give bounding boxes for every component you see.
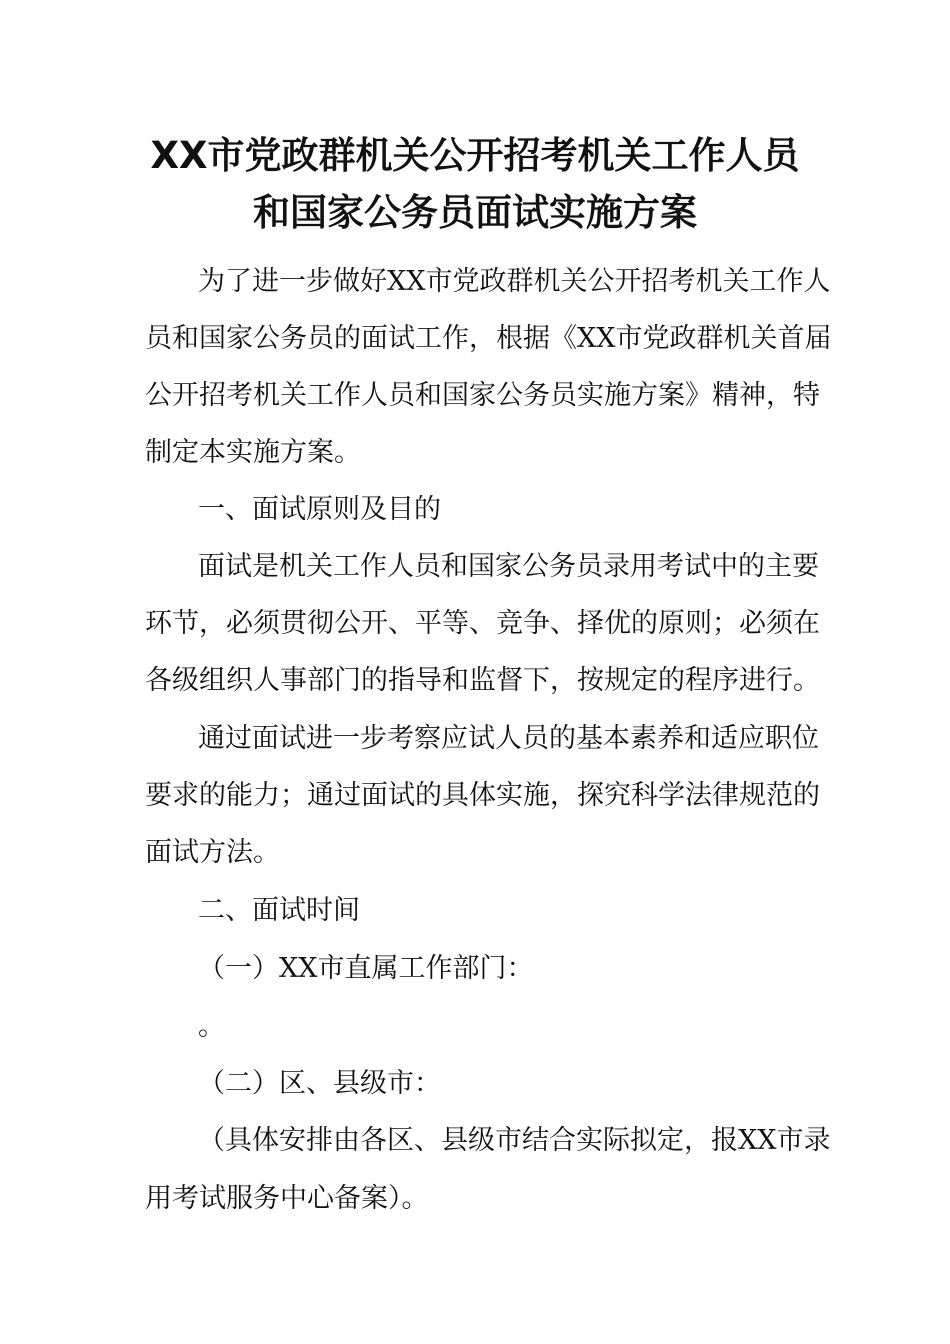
document-title-line-2: 和国家公务员面试实施方案 (253, 191, 697, 234)
paragraph-intro-line-1: 为了进一步做好XX市党政群机关公开招考机关工作人 (198, 266, 831, 297)
paragraph-intro-line-2: 员和国家公务员的面试工作，根据《XX市党政群机关首届 (145, 323, 832, 354)
paragraph-purpose-line-1: 通过面试进一步考察应试人员的基本素养和适应职位 (198, 723, 819, 754)
section-heading-1: 一、面试原则及目的 (198, 494, 441, 525)
blank-time-entry: 。 (198, 1011, 225, 1042)
paragraph-intro-line-4: 制定本实施方案。 (145, 437, 361, 468)
paragraph-principle-line-1: 面试是机关工作人员和国家公务员录用考试中的主要 (198, 551, 819, 582)
paragraph-intro-line-3: 公开招考机关工作人员和国家公务员实施方案》精神，特 (145, 380, 820, 411)
section-heading-2: 二、面试时间 (198, 895, 360, 926)
paragraph-districts-line-2: 用考试服务中心备案）。 (145, 1183, 429, 1214)
subsection-districts: （二）区、县级市： (198, 1068, 441, 1099)
paragraph-districts-line-1: （具体安排由各区、县级市结合实际拟定，报XX市录 (198, 1125, 831, 1156)
paragraph-principle-line-3: 各级组织人事部门的指导和监督下，按规定的程序进行。 (145, 665, 820, 696)
paragraph-purpose-line-3: 面试方法。 (145, 837, 280, 868)
paragraph-purpose-line-2: 要求的能力；通过面试的具体实施，探究科学法律规范的 (145, 780, 820, 811)
subsection-city-departments: （一）XX市直属工作部门： (198, 953, 534, 984)
document-title-line-1: XX市党政群机关公开招考机关工作人员 (150, 134, 800, 177)
paragraph-principle-line-2: 环节，必须贯彻公开、平等、竞争、择优的原则；必须在 (145, 608, 820, 639)
